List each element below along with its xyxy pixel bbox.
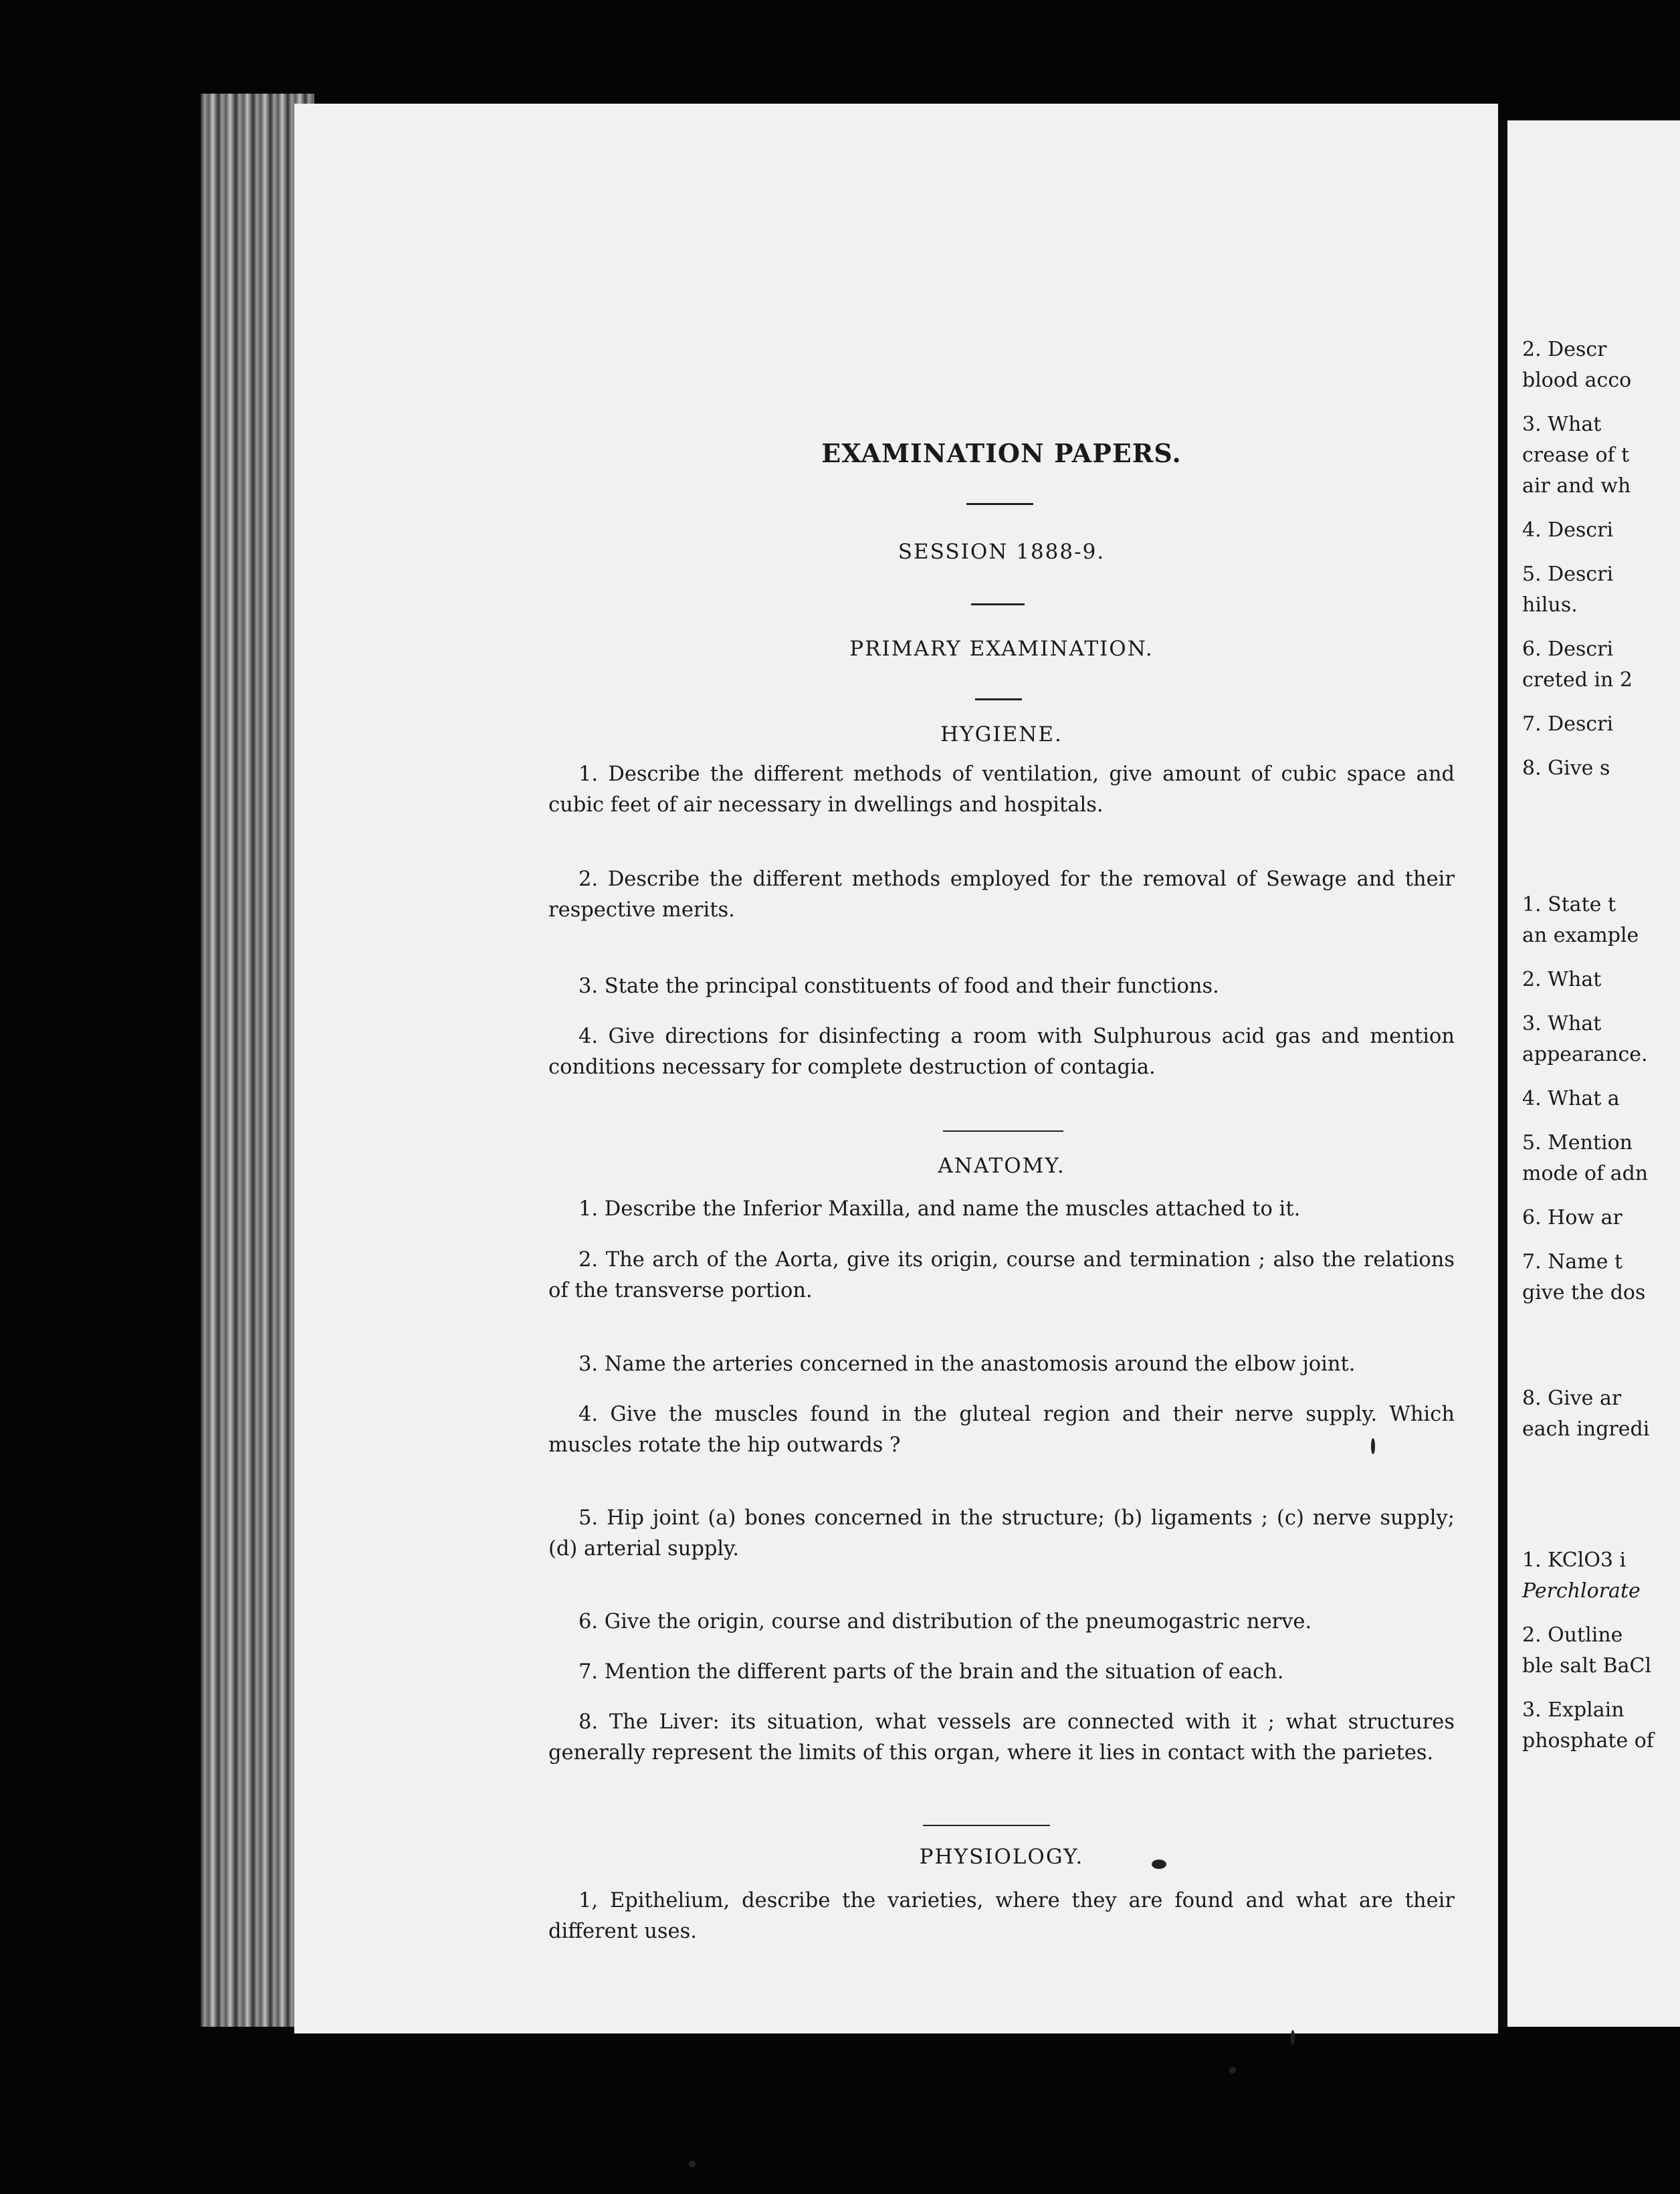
- session-rule: [971, 603, 1025, 605]
- anatomy-question-1: 1. Describe the Inferior Maxilla, and name the muscles attached to it.: [579, 1197, 1301, 1221]
- ink-speck: [1229, 2067, 1236, 2074]
- hygiene-question-4: 4. Give directions for disinfecting a room with Sulphurous acid gas and mention conditions necessary for complete destruction of contagia.: [548, 1025, 1455, 1079]
- right-line: each ingredi: [1522, 1417, 1650, 1441]
- right-line: air and wh: [1522, 474, 1631, 498]
- ink-speck: [689, 2161, 696, 2167]
- anatomy-rule: [923, 1825, 1050, 1826]
- anatomy-question-8: 8. The Liver: its situation, what vessels are connected with it ; what structures generally represent the limits of this organ, where it lies in contact with the parietes.: [548, 1710, 1455, 1765]
- anatomy-question-6: 6. Give the origin, course and distribution of the pneumogastric nerve.: [579, 1610, 1312, 1633]
- title-rule: [966, 503, 1033, 505]
- hygiene-question-3: 3. State the principal constituents of food and their functions.: [579, 975, 1219, 998]
- right-line: give the dos: [1522, 1281, 1646, 1304]
- right-line: 8. Give ar: [1522, 1387, 1622, 1410]
- right-line: an example: [1522, 924, 1639, 947]
- right-line: 3. What: [1522, 413, 1602, 436]
- right-line: 8. Give s: [1522, 757, 1610, 780]
- right-line: 2. What: [1522, 968, 1602, 991]
- right-line: 6. Descri: [1522, 637, 1614, 661]
- anatomy-question-3: 3. Name the arteries concerned in the anastomosis around the elbow joint.: [579, 1353, 1356, 1376]
- right-line: 2. Descr: [1522, 338, 1607, 361]
- right-line: mode of adn: [1522, 1162, 1649, 1185]
- section-heading-physiology: PHYSIOLOGY.: [919, 1845, 1084, 1869]
- right-line: 5. Mention: [1522, 1131, 1633, 1155]
- page-title: EXAMINATION PAPERS.: [821, 438, 1182, 468]
- right-line: appearance.: [1522, 1043, 1648, 1066]
- exam-title: PRIMARY EXAMINATION.: [849, 637, 1154, 661]
- right-line: phosphate of: [1522, 1729, 1654, 1753]
- physiology-question-1: 1, Epithelium, describe the varieties, where they are found and what are their different uses.: [548, 1889, 1455, 1943]
- right-line: 2. Outline: [1522, 1623, 1623, 1647]
- right-line: hilus.: [1522, 593, 1578, 617]
- right-line: 3. What: [1522, 1012, 1602, 1035]
- right-line: blood acco: [1522, 369, 1632, 392]
- section-heading-hygiene: HYGIENE.: [940, 722, 1063, 746]
- ink-speck: [1371, 1438, 1375, 1454]
- right-line: 1. State t: [1522, 893, 1616, 916]
- anatomy-question-7: 7. Mention the different parts of the brain and the situation of each.: [579, 1660, 1284, 1684]
- right-line: 7. Name t: [1522, 1250, 1623, 1274]
- right-line: 7. Descri: [1522, 712, 1614, 736]
- right-line: creted in 2: [1522, 668, 1633, 692]
- right-line: 5. Descri: [1522, 563, 1614, 586]
- left-page: [294, 104, 1498, 2033]
- anatomy-question-5: 5. Hip joint (a) bones concerned in the structure; (b) ligaments ; (c) nerve supply; (d) arterial supply.: [548, 1506, 1455, 1561]
- right-page: [1498, 120, 1680, 2027]
- ink-blot: [1152, 1860, 1166, 1869]
- right-line: Perchlorate: [1522, 1579, 1641, 1603]
- hygiene-question-1: 1. Describe the different methods of ventilation, give amount of cubic space and cubic feet of air necessary in dwellings and hospitals.: [548, 763, 1455, 817]
- section-heading-anatomy: ANATOMY.: [938, 1154, 1065, 1178]
- hygiene-rule: [943, 1130, 1063, 1132]
- hygiene-question-2: 2. Describe the different methods employed for the removal of Sewage and their respective merits.: [548, 868, 1455, 922]
- anatomy-question-2: 2. The arch of the Aorta, give its origin, course and termination ; also the relations of the transverse portion.: [548, 1248, 1455, 1302]
- session-label: SESSION 1888-9.: [898, 540, 1106, 564]
- right-line: 1. KClO3 i: [1522, 1549, 1626, 1572]
- right-line: crease of t: [1522, 443, 1630, 467]
- right-line: ble salt BaCl: [1522, 1654, 1652, 1678]
- ink-speck: [1291, 2030, 1295, 2045]
- exam-rule: [975, 698, 1022, 700]
- right-line: 4. Descri: [1522, 518, 1614, 542]
- right-line: 4. What a: [1522, 1087, 1620, 1110]
- right-line: 3. Explain: [1522, 1698, 1624, 1722]
- right-line: 6. How ar: [1522, 1206, 1622, 1229]
- anatomy-question-4: 4. Give the muscles found in the gluteal region and their nerve supply. Which muscles rotate the hip outwards ?: [548, 1403, 1455, 1457]
